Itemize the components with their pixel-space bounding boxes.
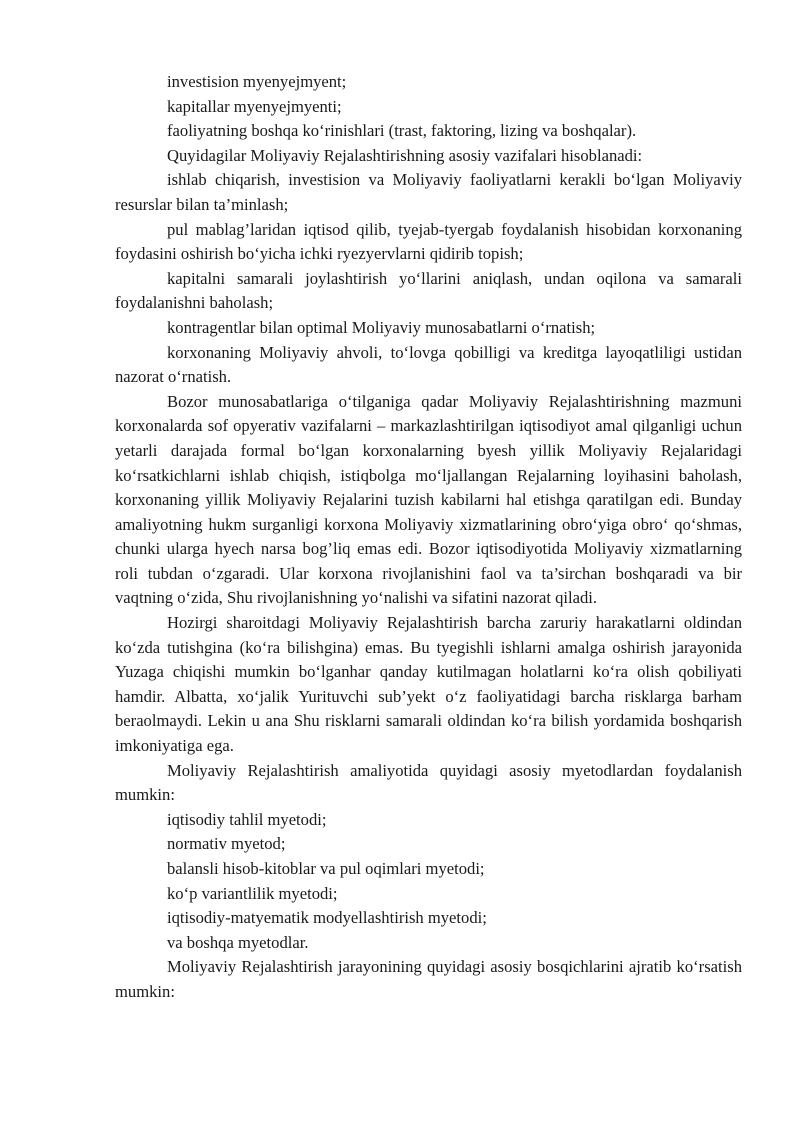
paragraph: Moliyaviy Rejalashtirish jarayonining quyidagi asosiy bosqichlarini ajratib ko‘rsatish mumkin: bbox=[115, 957, 742, 1001]
list-item: pul mablag’laridan iqtisod qilib, tyejab-tyergab foydalanish hisobidan korxonaning foydasini oshirish bo‘yicha ichki ryezyervlarni qidirib topish; bbox=[115, 219, 742, 264]
list-item: va boshqa myetodlar. bbox=[167, 932, 309, 952]
list-item: faoliyatning boshqa ko‘rinishlari (trast, faktoring, lizing va boshqalar). bbox=[167, 121, 637, 141]
list-item: kapitallar myenyejmyenti; bbox=[167, 96, 342, 116]
list-item: iqtisodiy-matyematik modyellashtirish myetodi; bbox=[167, 908, 487, 928]
list-item: balansli hisob-kitoblar va pul oqimlari myetodi; bbox=[167, 859, 485, 878]
paragraph: Quyidagilar Moliyaviy Rejalashtirishning asosiy vazifalari hisoblanadi: bbox=[167, 145, 643, 165]
list-item: normativ myetod; bbox=[167, 834, 286, 854]
document-page bbox=[115, 70, 742, 1005]
list-item: kapitalni samarali joylashtirish yo‘llarini aniqlash, undan oqilona va samarali foydalanishni baholash; bbox=[115, 268, 742, 313]
list-item: ishlab chiqarish, investision va Moliyaviy faoliyatlarni kerakli bo‘lgan Moliyaviy resurslar bilan ta’minlash; bbox=[115, 170, 742, 214]
list-item: kontragentlar bilan optimal Moliyaviy munosabatlarni o‘rnatish; bbox=[167, 317, 596, 337]
list-item: korxonaning Moliyaviy ahvoli, to‘lovga qobilligi va kreditga layoqatliligi ustidan nazorat o‘rnatish. bbox=[115, 342, 742, 387]
list-item: iqtisodiy tahlil myetodi; bbox=[167, 809, 327, 829]
list-item: investision myenyejmyent; bbox=[167, 72, 347, 91]
paragraph: Bozor munosabatlariga o‘tilganiga qadar Moliyaviy Rejalashtirishning mazmuni korxonalarda sof opyerativ vazifalarni – markazlashtirilgan iqtisodiyot amal qilganligi uchun yetarli darajada formal bo‘lgan korxonalarning byesh yillik Moliyaviy Rejalaridagi ko‘rsatkichlarni ishlab chiqish, istiqbolga mo‘ljallangan Rejalarning loyihasini baholash, korxonaning yillik Moliyaviy Rejalarini tuzish kabilarni hal etishga qaratilgan edi. Bunday amaliyotning hukm surganligi korxona Moliyaviy xizmatlarining obro‘yiga obro‘ qo‘shmas, chunki ularga hyech narsa bog’liq emas edi. Bozor iqtisodiyotida Moliyaviy xizmatlarning roli tubdan o‘zgaradi. Ular korxona rivojlanishini faol va ta’sirchan boshqaradi va bir vaqtning o‘zida, Shu rivojlanishning yo‘nalishi va sifatini nazorat qiladi. bbox=[115, 391, 742, 608]
paragraph: Moliyaviy Rejalashtirish amaliyotida quyidagi asosiy myetodlardan foydalanish mumkin: bbox=[115, 760, 742, 805]
list-item: ko‘p variantlilik myetodi; bbox=[167, 883, 338, 903]
paragraph: Hozirgi sharoitdagi Moliyaviy Rejalashtirish barcha zaruriy harakatlarni oldindan ko‘zda tutishgina (ko‘ra bilishgina) emas. Bu tyegishli ishlarni amalga oshirish jarayonida Yuzaga chiqishi mumkin bo‘lganhar qanday kutilmagan holatlarni ko‘ra olish qobiliyati hamdir. Albatta, xo‘jalik Yurituvchi sub’yekt o‘z faoliyatidagi barcha risklarga barham beraolmaydi. Lekin u ana Shu risklarni samarali oldindan ko‘ra bilish yordamida boshqarish imkoniyatiga ega. bbox=[115, 613, 742, 756]
